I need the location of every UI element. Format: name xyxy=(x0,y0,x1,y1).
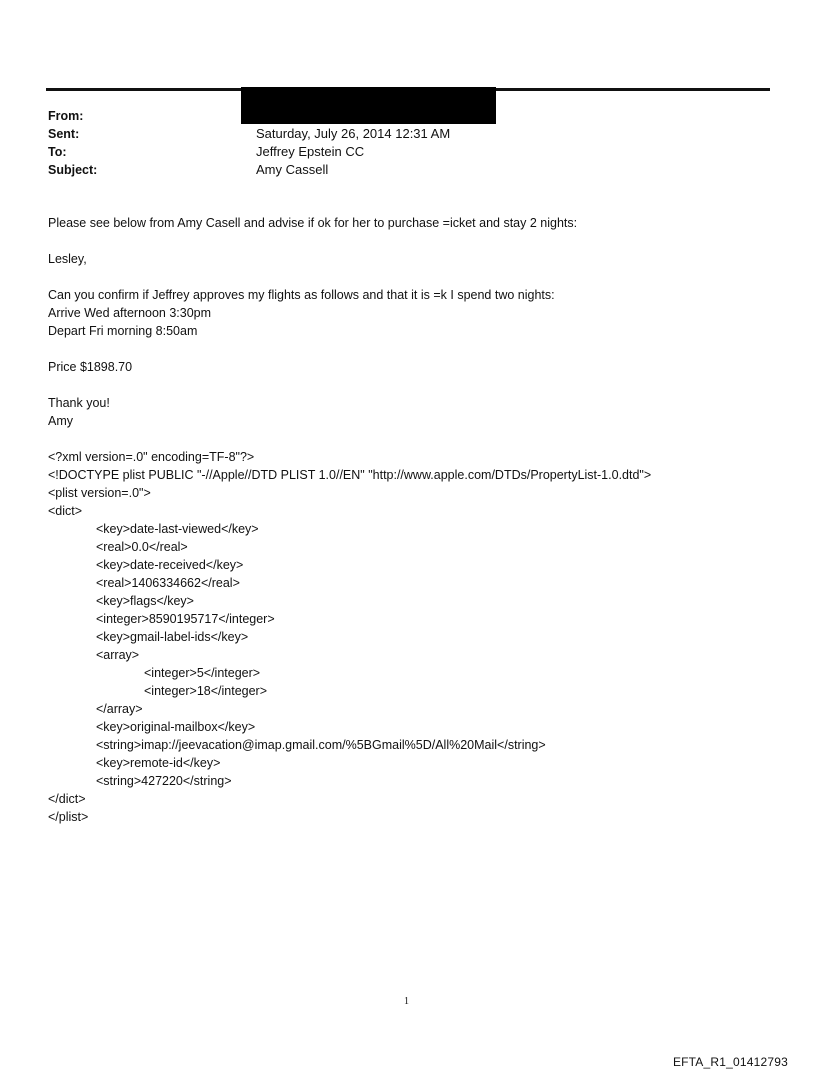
array-item: <integer>5</integer> xyxy=(144,666,261,680)
page-number: 1 xyxy=(404,996,409,1007)
thanks-text: Thank you! xyxy=(48,396,110,410)
plist-line: <string>427220</string> xyxy=(96,774,232,788)
xml-declaration: <?xml version=.0" encoding=TF-8"?> xyxy=(48,450,255,464)
plist-close: </plist> xyxy=(48,810,89,824)
sent-value: Saturday, July 26, 2014 12:31 AM xyxy=(256,126,451,141)
plist-open: <plist version=.0"> xyxy=(48,486,151,500)
to-label: To: xyxy=(48,145,67,159)
arrive-text: Arrive Wed afternoon 3:30pm xyxy=(48,306,212,320)
redaction-block xyxy=(241,87,496,124)
plist-line: </array> xyxy=(96,702,143,716)
subject-label: Subject: xyxy=(48,163,98,177)
dict-open: <dict> xyxy=(48,504,83,518)
plist-line: <key>flags</key> xyxy=(96,594,194,608)
from-label: From: xyxy=(48,109,84,123)
plist-line: <key>remote-id</key> xyxy=(96,756,221,770)
depart-text: Depart Fri morning 8:50am xyxy=(48,324,198,338)
plist-line: <array> xyxy=(96,648,140,662)
intro-text: Please see below from Amy Casell and advise if ok for her to purchase =icket and stay 2 nights: xyxy=(48,216,578,230)
plist-line: <key>date-last-viewed</key> xyxy=(96,522,259,536)
to-value: Jeffrey Epstein CC xyxy=(256,144,365,159)
subject-value: Amy Cassell xyxy=(256,162,329,177)
plist-line: <key>gmail-label-ids</key> xyxy=(96,630,249,644)
request-text: Can you confirm if Jeffrey approves my flights as follows and that it is =k I spend two nights: xyxy=(48,288,555,302)
plist-line: <integer>8590195717</integer> xyxy=(96,612,275,626)
price-text: Price $1898.70 xyxy=(48,360,133,374)
bates-number: EFTA_R1_01412793 xyxy=(672,1055,788,1069)
array-item: <integer>18</integer> xyxy=(144,684,268,698)
dict-close: </dict> xyxy=(48,792,86,806)
plist-line: <string>imap://jeevacation@imap.gmail.com/%5BGmail%5D/All%20Mail</string> xyxy=(96,738,546,752)
plist-line: <key>original-mailbox</key> xyxy=(96,720,256,734)
signature-text: Amy xyxy=(48,414,73,428)
plist-line: <real>0.0</real> xyxy=(96,540,188,554)
plist-line: <key>date-received</key> xyxy=(96,558,244,572)
greeting-text: Lesley, xyxy=(48,252,87,266)
sent-label: Sent: xyxy=(48,127,80,141)
plist-line: <real>1406334662</real> xyxy=(96,576,240,590)
doctype-line: <!DOCTYPE plist PUBLIC "-//Apple//DTD PLIST 1.0//EN" "http://www.apple.com/DTDs/PropertyList-1.0.dtd"> xyxy=(48,468,652,482)
